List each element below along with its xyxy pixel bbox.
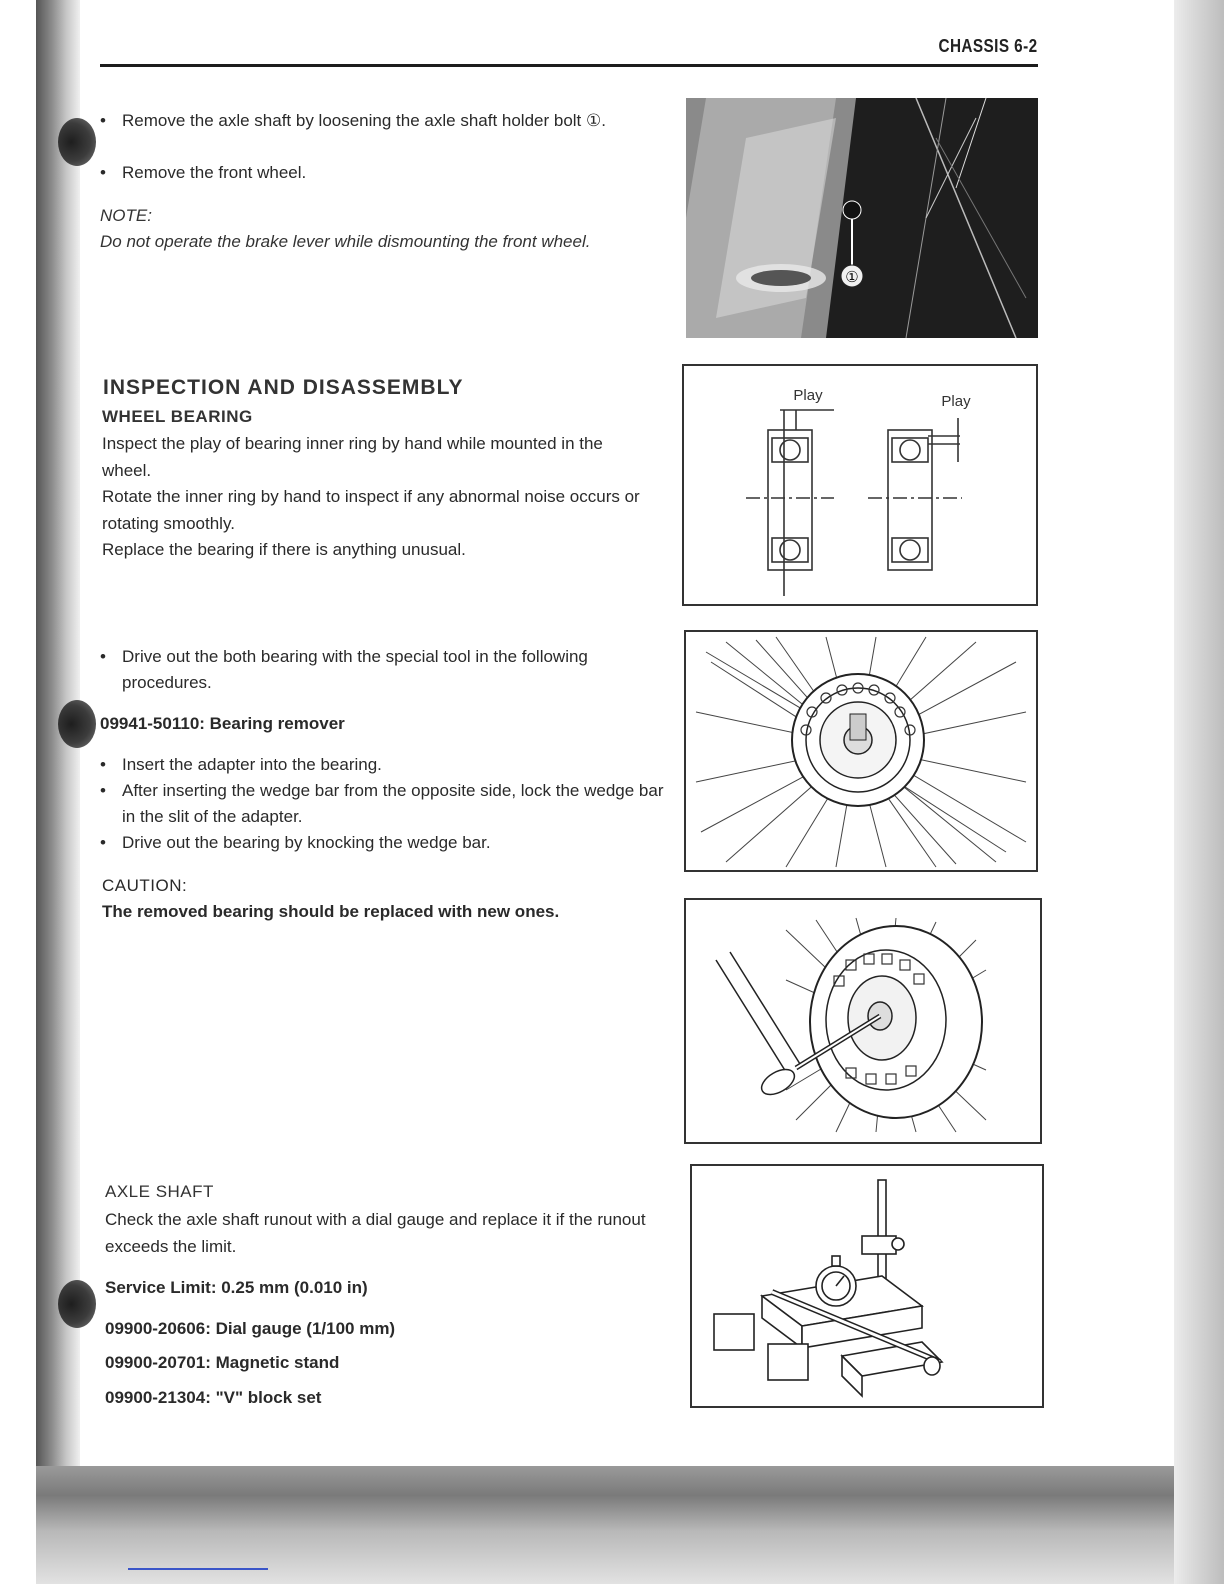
- list-item: • After inserting the wedge bar from the opposite side, lock the wedge bar in the slit of the adapter.: [100, 778, 674, 830]
- scan-underline-artifact: [128, 1568, 268, 1570]
- scan-margin-bottom: [36, 1466, 1174, 1584]
- figure-bearing-play: [682, 364, 1038, 606]
- paragraph: Replace the bearing if there is anything unusual.: [102, 540, 466, 559]
- section-subheading: WHEEL BEARING: [102, 407, 253, 426]
- paragraph: Inspect the play of bearing inner ring by hand while mounted in the wheel.: [102, 434, 603, 480]
- note-text: Do not operate the brake lever while dismounting the front wheel.: [100, 232, 591, 251]
- note-label: NOTE:: [100, 206, 152, 225]
- section-heading: INSPECTION AND DISASSEMBLY: [103, 376, 464, 399]
- scan-margin-right: [1174, 0, 1224, 1584]
- list-item: • Remove the front wheel.: [100, 160, 674, 186]
- service-limit: Service Limit: 0.25 mm (0.010 in): [105, 1278, 368, 1297]
- photo-callout: ①: [845, 269, 859, 286]
- figure-bearing-removal: [684, 898, 1042, 1144]
- figure-wheel-hub-adapter: [684, 630, 1038, 872]
- punch-hole: [58, 118, 96, 166]
- caution-label: CAUTION:: [102, 876, 188, 895]
- scan-margin-left: [0, 0, 36, 1584]
- punch-hole: [58, 1280, 96, 1328]
- list-item: • Drive out the bearing by knocking the wedge bar.: [100, 830, 674, 856]
- list-item: • Remove the axle shaft by loosening the axle shaft holder bolt ①.: [100, 108, 674, 134]
- list-item: • Insert the adapter into the bearing.: [100, 752, 674, 778]
- figure-dial-gauge-setup: [690, 1164, 1044, 1408]
- list-item: • Drive out the both bearing with the special tool in the following procedures.: [100, 644, 674, 696]
- special-tool-line: 09941-50110: Bearing remover: [100, 714, 345, 733]
- special-tool-line: 09900-21304: "V" block set: [105, 1388, 322, 1407]
- special-tool-line: 09900-20701: Magnetic stand: [105, 1353, 340, 1372]
- special-tool-line: 09900-20606: Dial gauge (1/100 mm): [105, 1319, 396, 1338]
- punch-hole: [58, 700, 96, 748]
- caution-text: The removed bearing should be replaced with new ones.: [102, 902, 560, 921]
- section-heading: AXLE SHAFT: [105, 1182, 214, 1201]
- page-header-title: CHASSIS 6-2: [938, 36, 1038, 56]
- paragraph: Check the axle shaft runout with a dial gauge and replace it if the runout exceeds the limit.: [105, 1210, 646, 1256]
- header-rule: [100, 64, 1038, 67]
- play-label-left: Play: [793, 387, 823, 404]
- photo-axle-holder-bolt: [686, 98, 1038, 338]
- paragraph: Rotate the inner ring by hand to inspect if any abnormal noise occurs or rotating smoothly.: [102, 487, 640, 533]
- play-label-right: Play: [941, 393, 971, 410]
